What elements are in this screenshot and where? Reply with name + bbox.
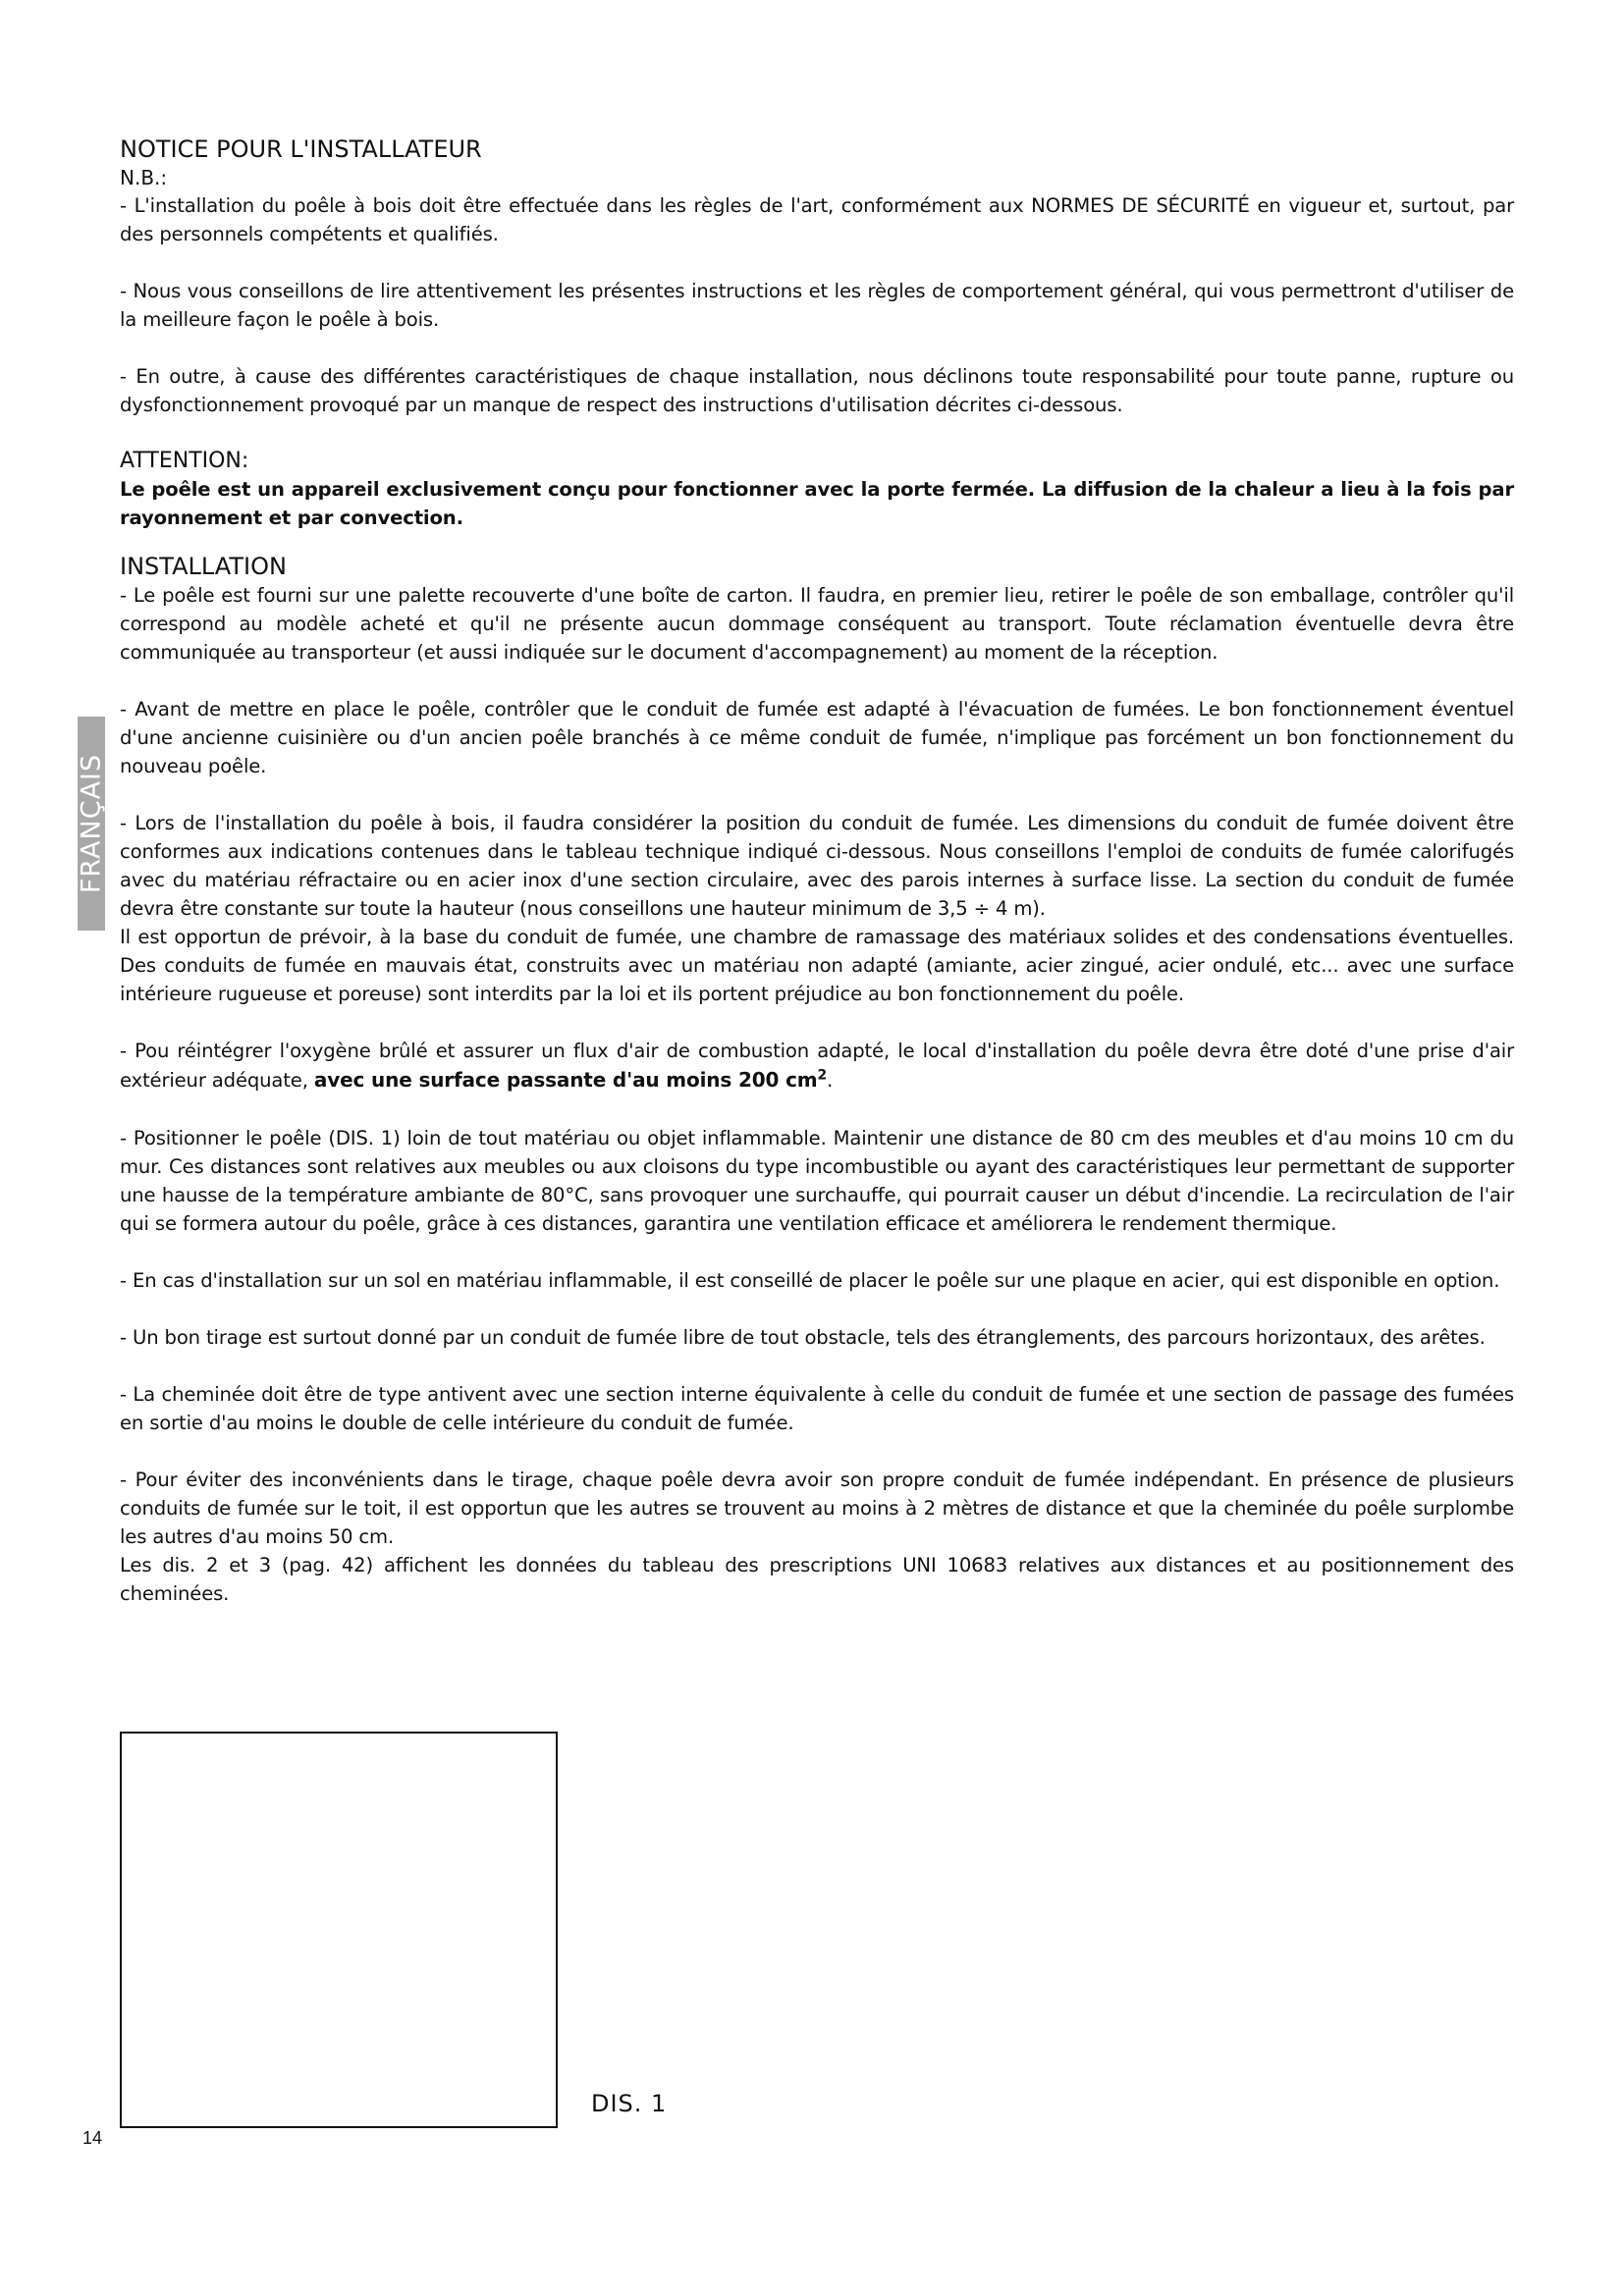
- nb-paragraph: - Nous vous conseillons de lire attentivement les présentes instructions et les règles de comportement général, qui vous permettront d'utiliser de la meilleure façon le poêle à bois.: [120, 280, 1514, 331]
- page-title: NOTICE POUR L'INSTALLATEUR: [120, 135, 482, 163]
- document-body: [120, 134, 1514, 1608]
- installation-heading: INSTALLATION: [120, 553, 287, 580]
- language-side-tab: [78, 717, 105, 931]
- nb-paragraph: - En outre, à cause des différentes caractéristiques de chaque installation, nous déclinons toute responsabilité pour toute panne, rupture ou dysfonctionnement provoqué par un manque de respect des instructions d'utilisation décrites ci-dessous.: [120, 365, 1514, 416]
- flue-paragraph: - Pour éviter des inconvénients dans le tirage, chaque poêle devra avoir son propre conduit de fumée indépendant. En présence de plusieurs conduits de fumée sur le toit, il est opportun que les autres se trouvent au moins à 2 mètres de distance et que la cheminée du poêle surplombe les autres d'au moins 50 cm.: [120, 1468, 1514, 1548]
- figure-caption: DIS. 1: [591, 2090, 668, 2117]
- air-intake-paragraph: [120, 1037, 1514, 1095]
- final-line: Les dis. 2 et 3 (pag. 42) affichent les données du tableau des prescriptions UNI 10683 relatives aux distances et au positionnement des cheminées.: [120, 1554, 1514, 1605]
- attention-label: ATTENTION:: [120, 449, 249, 473]
- page-number: 14: [82, 2128, 103, 2148]
- installation-paragraph: - Le poêle est fourni sur une palette recouverte d'une boîte de carton. Il faudra, en premier lieu, retirer le poêle de son emballage, contrôler qu'il correspond au modèle acheté et qu'il ne présente aucun dommage conséquent au transport. Toute réclamation éventuelle devra être communiquée au transporteur (et aussi indiquée sur le document d'accompagnement) au moment de la réception.: [120, 584, 1514, 664]
- attention-text: Le poêle est un appareil exclusivement conçu pour fonctionner avec la porte fermée. La diffusion de la chaleur a lieu à la fois par rayonnement et par convection.: [120, 478, 1514, 529]
- language-label: FRANÇAIS: [76, 753, 107, 894]
- nb-paragraph: - L'installation du poêle à bois doit être effectuée dans les règles de l'art, conformément aux NORMES DE SÉCURITÉ en vigueur et, surtout, par des personnels compétents et qualifiés.: [120, 194, 1514, 245]
- positioning-paragraph: - Positionner le poêle (DIS. 1) loin de tout matériau ou objet inflammable. Maintenir une distance de 80 cm des meubles et d'au moins 10 cm du mur. Ces distances sont relatives aux meubles ou aux cloisons du type incombustible ou ayant des caractéristiques leur permettant de supporter une hausse de la température ambiante de 80°C, sans provoquer une surchauffe, qui pourrait causer un début d'incendie. La recirculation de l'air qui se formera autour du poêle, grâce à ces distances, garantira une ventilation efficace et améliorera le rendement thermique.: [120, 1127, 1514, 1235]
- figure-dis-1: [120, 1732, 558, 2128]
- air-intake-end: .: [827, 1069, 834, 1092]
- floor-paragraph: - En cas d'installation sur un sol en matériau inflammable, il est conseillé de placer le poêle sur une plaque en acier, qui est disponible en option.: [120, 1269, 1500, 1292]
- air-intake-text: - Pou réintégrer l'oxygène brûlé et assurer un flux d'air de combustion adapté, le local d'installation du poêle devra être doté d'une prise d'air extérieur adéquate,: [120, 1040, 1514, 1092]
- air-intake-bold: avec une surface passante d'au moins 200 $cm^2$: [313, 1067, 828, 1092]
- installation-paragraph: Il est opportun de prévoir, à la base du conduit de fumée, une chambre de ramassage des matériaux solides et des condensations éventuelles. Des conduits de fumée en mauvais état, construits avec un matériau non adapté (amiante, acier zingué, acier ondulé, etc... avec une surface intérieure rugueuse et poreuse) sont interdits par la loi et ils portent préjudice au bon fonctionnement du poêle.: [120, 926, 1514, 1005]
- installation-paragraph: - Avant de mettre en place le poêle, contrôler que le conduit de fumée est adapté à l'évacuation de fumées. Le bon fonctionnement éventuel d'une ancienne cuisinière ou d'un ancien poêle branchés à ce même conduit de fumée, n'implique pas forcément un bon fonctionnement du nouveau poêle.: [120, 698, 1514, 777]
- chimney-paragraph: - La cheminée doit être de type antivent avec une section interne équivalente à celle du conduit de fumée et une section de passage des fumées en sortie d'au moins le double de celle intérieure du conduit de fumée.: [120, 1383, 1514, 1434]
- nb-label: N.B.:: [120, 166, 168, 189]
- installation-paragraph: - Lors de l'installation du poêle à bois, il faudra considérer la position du conduit de fumée. Les dimensions du conduit de fumée doivent être conformes aux indications contenues dans le tableau technique indiqué ci-dessous. Nous conseillons l'emploi de conduits de fumée calorifugés avec du matériau réfractaire ou en acier inox d'une section circulaire, avec des parois internes à surface lisse. La section du conduit de fumée devra être constante sur toute la hauteur (nous conseillons une hauteur minimum de 3,5 ÷ 4 m).: [120, 812, 1514, 920]
- draught-paragraph: - Un bon tirage est surtout donné par un conduit de fumée libre de tout obstacle, tels des étranglements, des parcours horizontaux, des arêtes.: [120, 1326, 1486, 1349]
- air-intake-sup: 2: [817, 1067, 828, 1084]
